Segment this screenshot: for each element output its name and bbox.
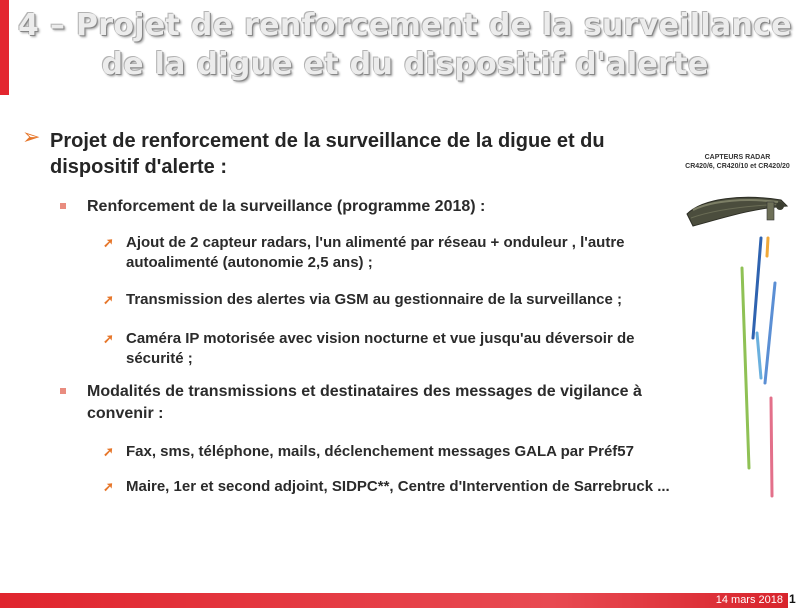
radar-caption bbox=[670, 153, 800, 171]
list-item bbox=[126, 329, 726, 369]
list-item-line-2: autoalimenté (autonomie 2,5 ans) ; bbox=[126, 254, 373, 271]
footer-date: 14 mars 2018 bbox=[715, 594, 783, 606]
section-2-label-line-2: convenir : bbox=[87, 405, 164, 422]
slide-title-line-2: de la digue et du dispositif d'alerte bbox=[101, 47, 709, 82]
radar-sensor-image bbox=[683, 190, 795, 230]
list-item-line-1: Transmission des alertes via GSM au gestionnaire de la surveillance ; bbox=[126, 291, 623, 308]
list-item-line-1: Caméra IP motorisée avec vision nocturne et vue jusqu'au déversoir de bbox=[126, 330, 635, 347]
arrow-bullet-icon: ➚ bbox=[103, 444, 114, 459]
footer-bar bbox=[0, 593, 788, 608]
list-item-line-1: Ajout de 2 capteur radars, l'un alimenté par réseau + onduleur , l'autre bbox=[126, 234, 625, 251]
arrow-bullet-icon: ➚ bbox=[103, 292, 114, 307]
section-1-label: Renforcement de la surveillance (programme 2018) : bbox=[87, 198, 486, 215]
list-item bbox=[126, 477, 736, 497]
list-item-line-1: Fax, sms, téléphone, mails, déclenchement messages GALA par Préf57 bbox=[126, 443, 634, 460]
square-bullet-icon bbox=[60, 203, 66, 209]
red-accent-bar bbox=[0, 0, 9, 95]
decorative-lines bbox=[735, 228, 785, 503]
arrow-bullet-icon: ➢ bbox=[22, 124, 41, 149]
slide-title bbox=[15, 6, 795, 84]
arrow-bullet-icon: ➚ bbox=[103, 235, 114, 250]
list-item bbox=[126, 290, 726, 310]
arrow-bullet-icon: ➚ bbox=[103, 479, 114, 494]
main-heading-line-1: Projet de renforcement de la surveillance de la digue et du bbox=[50, 130, 605, 152]
section-2-label-line-1: Modalités de transmissions et destinataires des messages de vigilance à bbox=[87, 383, 642, 400]
radar-caption-line-1: CAPTEURS RADAR bbox=[704, 154, 771, 161]
main-heading bbox=[50, 128, 690, 180]
page-number: 1 bbox=[789, 592, 796, 606]
list-item bbox=[126, 233, 726, 273]
section-2-label bbox=[87, 381, 727, 425]
square-bullet-icon bbox=[60, 388, 66, 394]
list-item bbox=[126, 442, 726, 462]
arrow-bullet-icon: ➚ bbox=[103, 331, 114, 346]
radar-caption-line-2: CR420/6, CR420/10 et CR420/20 bbox=[685, 163, 790, 170]
slide-title-line-1: 4 – Projet de renforcement de la surveillance bbox=[18, 8, 792, 43]
list-item-line-1: Maire, 1er et second adjoint, SIDPC**, Centre d'Intervention de Sarrebruck ... bbox=[126, 478, 670, 495]
main-heading-line-2: dispositif d'alerte : bbox=[50, 156, 228, 178]
list-item-line-2: sécurité ; bbox=[126, 350, 193, 367]
